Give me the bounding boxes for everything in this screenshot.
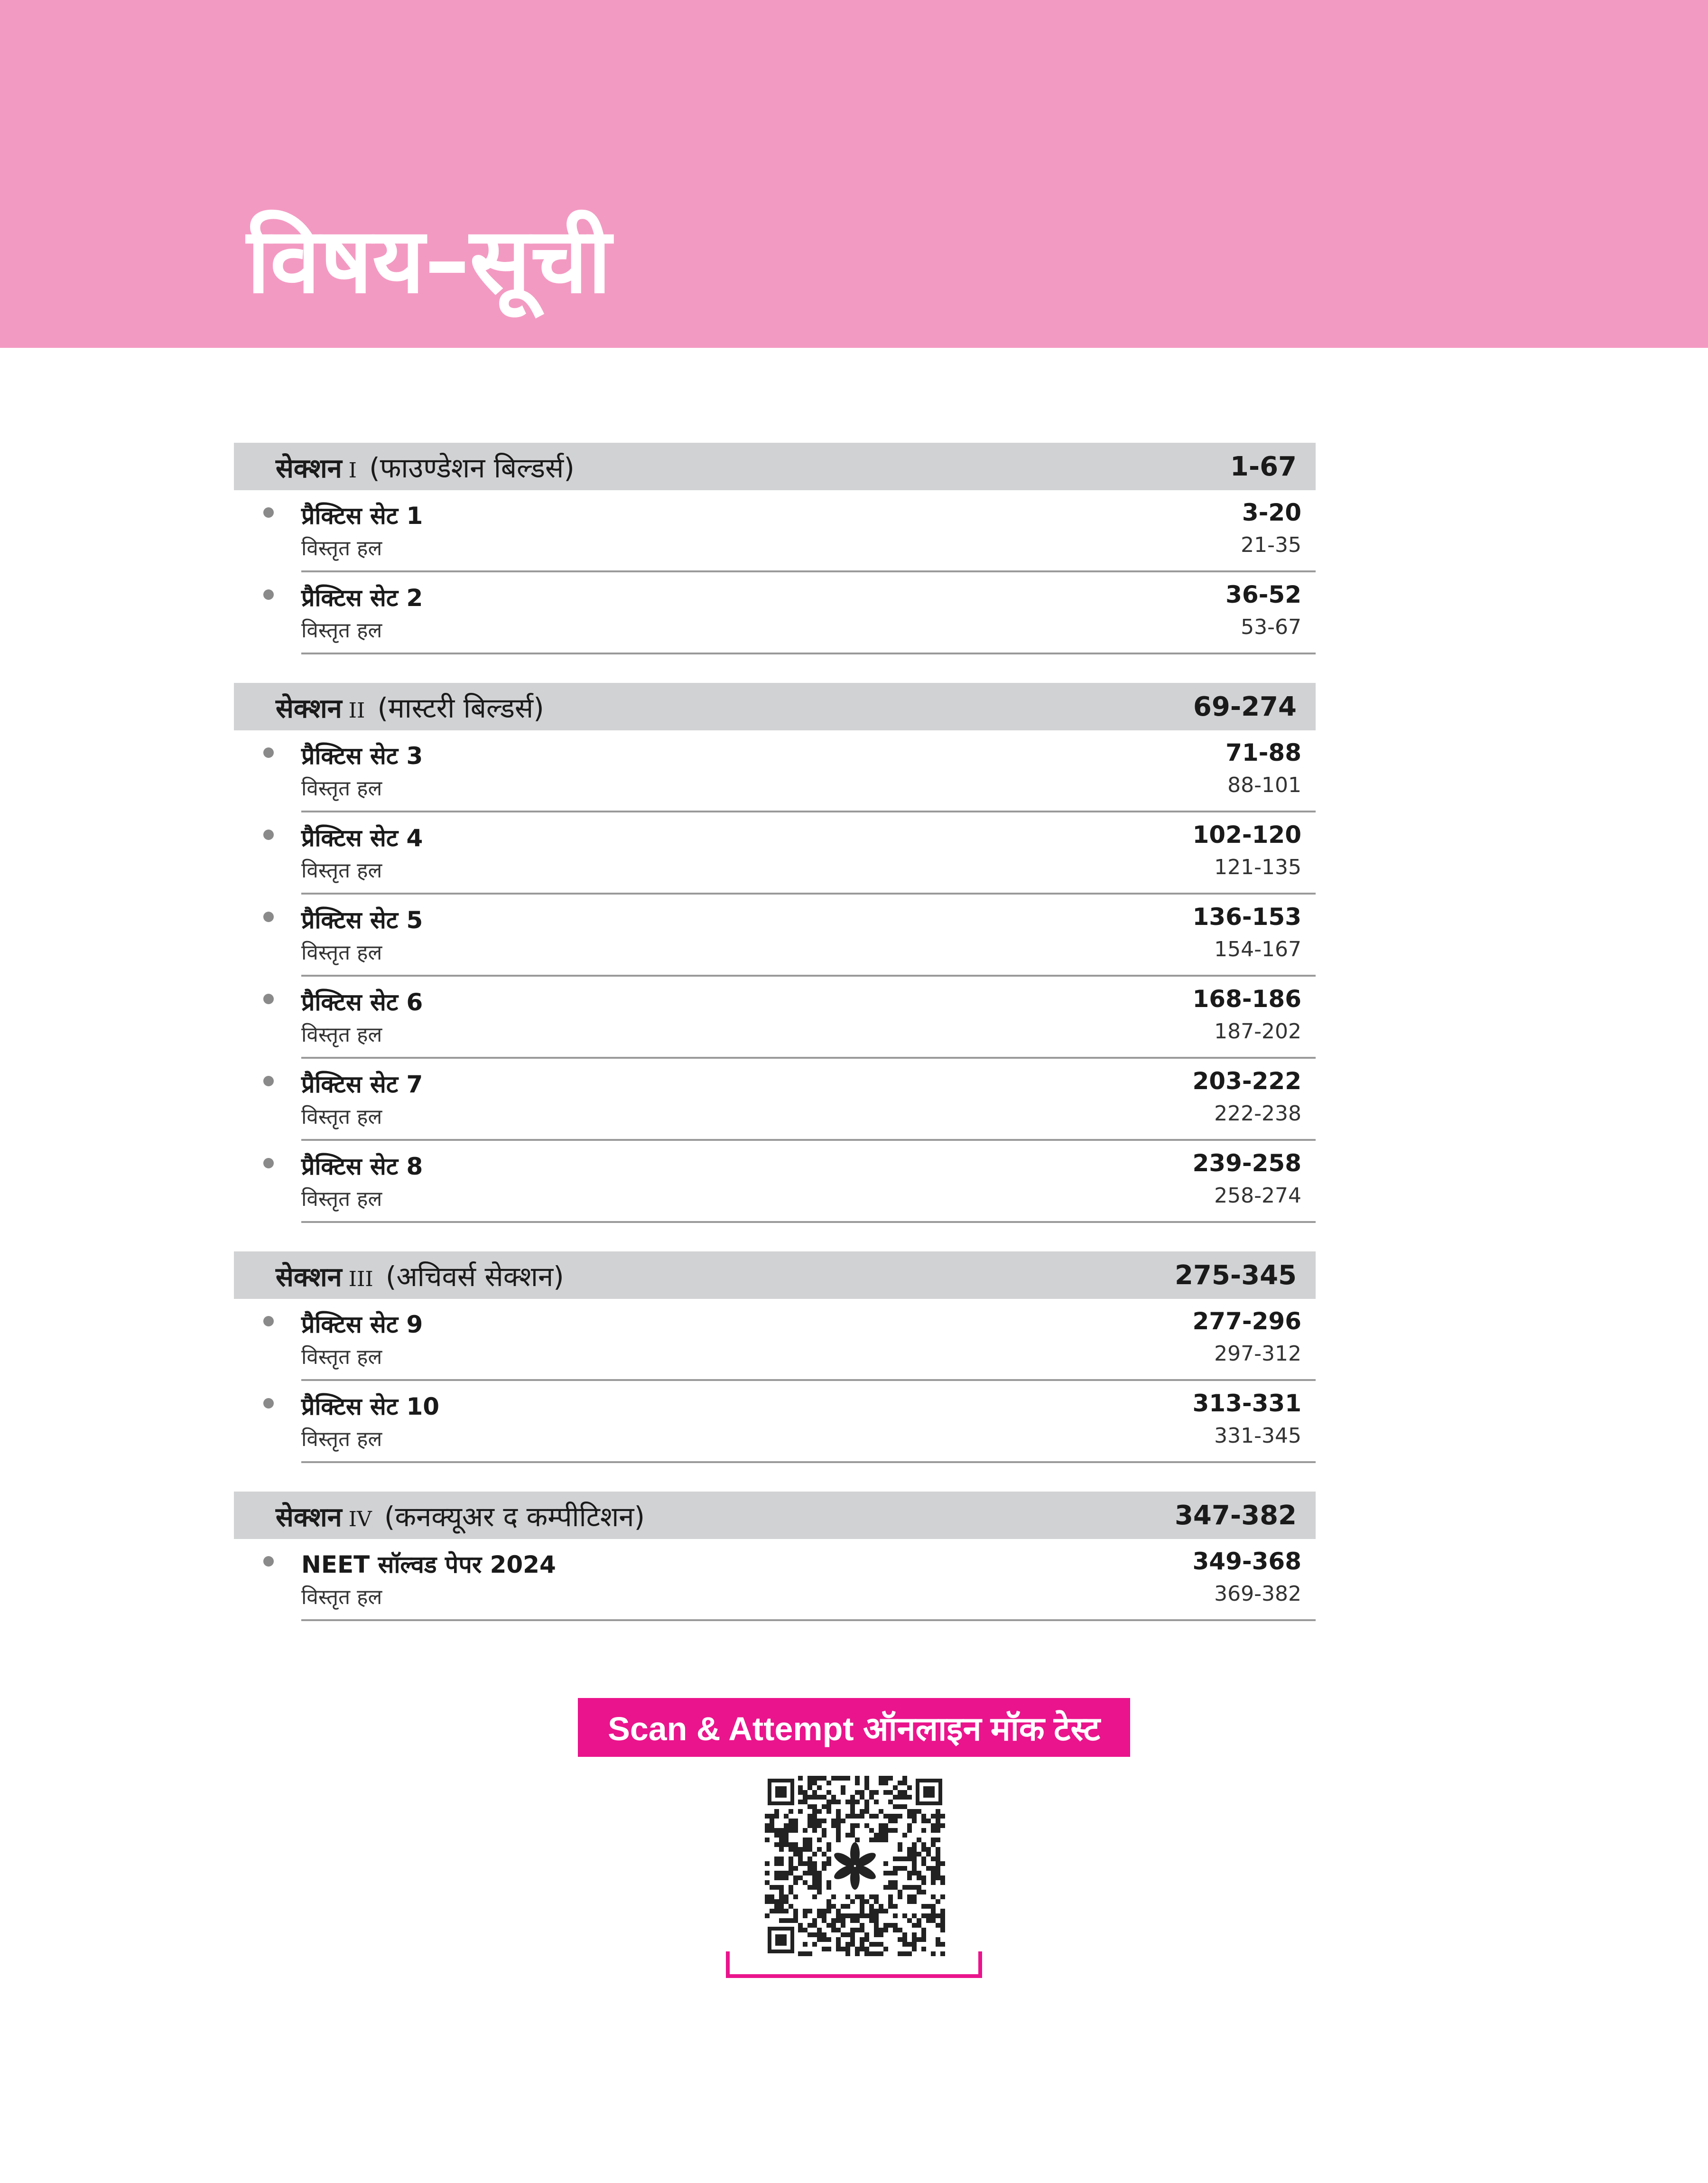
entry-label: NEET सॉल्वड पेपर 2024 [301, 1551, 556, 1578]
entry-label: प्रैक्टिस सेट 10 [301, 1393, 440, 1420]
solution-pages: 21-35 [1241, 533, 1301, 557]
solution-pages: 154-167 [1214, 937, 1301, 961]
entry-label: प्रैक्टिस सेट 4 [301, 824, 423, 852]
entry-pages: 71-88 [1225, 739, 1301, 766]
section-header [234, 1251, 1316, 1299]
bullet-icon [263, 1158, 274, 1168]
section-subtitle: (फाउण्डेशन बिल्डर्स) [369, 451, 575, 484]
section-pages: 275-345 [1174, 1259, 1297, 1291]
toc-entry[interactable] [301, 1059, 1316, 1141]
solution-label: विस्तृत हल [301, 1023, 382, 1047]
entry-pages: 239-258 [1192, 1149, 1301, 1177]
entry-label: प्रैक्टिस सेट 3 [301, 742, 423, 770]
solution-pages: 297-312 [1214, 1342, 1301, 1366]
section-word: सेक्शन [276, 1502, 342, 1533]
table-of-contents [234, 443, 1316, 1621]
solution-pages: 258-274 [1214, 1184, 1301, 1208]
section-pages: 69-274 [1193, 691, 1297, 722]
entry-label: प्रैक्टिस सेट 8 [301, 1153, 423, 1180]
solution-label: विस्तृत हल [301, 1345, 382, 1369]
toc-entry[interactable] [301, 1141, 1316, 1223]
qr-finder-top-right [916, 1779, 942, 1805]
section-header [234, 443, 1316, 490]
page-title: विषय–सूची [247, 208, 612, 313]
section-header [234, 683, 1316, 730]
bullet-icon [263, 1556, 274, 1567]
solution-pages: 331-345 [1214, 1424, 1301, 1448]
qr-finder-top-left [768, 1779, 794, 1805]
section-pages: 347-382 [1174, 1500, 1297, 1531]
toc-entry[interactable] [301, 1539, 1316, 1621]
qr-finder-bottom-left [768, 1927, 794, 1953]
section-number: I [348, 458, 357, 483]
qr-code[interactable] [765, 1776, 945, 1956]
toc-entry[interactable] [301, 812, 1316, 895]
section-pages: 1-67 [1230, 451, 1297, 482]
bullet-icon [263, 1076, 274, 1086]
section-word: सेक्शन [276, 1261, 342, 1293]
section-header [234, 1492, 1316, 1539]
solution-label: विस्तृत हल [301, 941, 382, 965]
toc-entry[interactable] [301, 977, 1316, 1059]
section-subtitle: (कनक्यूअर द कम्पीटिशन) [384, 1500, 645, 1533]
entry-label: प्रैक्टिस सेट 6 [301, 989, 423, 1016]
section-word: सेक्शन [276, 693, 342, 724]
solution-label: विस्तृत हल [301, 1427, 382, 1451]
toc-entry[interactable] [301, 895, 1316, 977]
solution-pages: 187-202 [1214, 1019, 1301, 1044]
bullet-icon [263, 994, 274, 1004]
entry-label: प्रैक्टिस सेट 5 [301, 906, 423, 934]
entry-pages: 203-222 [1192, 1067, 1301, 1095]
solution-pages: 88-101 [1227, 773, 1301, 797]
entry-pages: 313-331 [1192, 1390, 1301, 1417]
qr-center-logo [831, 1842, 879, 1890]
solution-label: विस्तृत हल [301, 1105, 382, 1129]
entry-pages: 102-120 [1192, 821, 1301, 849]
solution-label: विस्तृत हल [301, 1585, 382, 1609]
section-number: II [348, 698, 365, 723]
entry-pages: 136-153 [1192, 903, 1301, 931]
solution-label: विस्तृत हल [301, 618, 382, 643]
toc-entry[interactable] [301, 490, 1316, 572]
solution-pages: 121-135 [1214, 855, 1301, 879]
section-number: III [348, 1267, 373, 1291]
bullet-icon [263, 507, 274, 518]
scan-banner[interactable]: Scan & Attempt ऑनलाइन मॉक टेस्ट [578, 1698, 1130, 1757]
solution-label: विस्तृत हल [301, 1187, 382, 1211]
section-subtitle: (अचिवर्स सेक्शन) [385, 1260, 564, 1293]
bullet-icon [263, 830, 274, 840]
bullet-icon [263, 1398, 274, 1409]
entry-label: प्रैक्टिस सेट 2 [301, 584, 423, 612]
bullet-icon [263, 912, 274, 922]
toc-entry[interactable] [301, 1299, 1316, 1381]
qr-bracket [726, 1951, 982, 1978]
entry-label: प्रैक्टिस सेट 1 [301, 502, 423, 530]
section-word: सेक्शन [276, 453, 342, 484]
bullet-icon [263, 589, 274, 600]
solution-label: विस्तृत हल [301, 536, 382, 560]
section-number: IV [348, 1507, 372, 1531]
bullet-icon [263, 747, 274, 758]
solution-pages: 53-67 [1241, 615, 1301, 639]
entry-label: प्रैक्टिस सेट 9 [301, 1311, 423, 1338]
solution-pages: 222-238 [1214, 1101, 1301, 1126]
entry-pages: 3-20 [1242, 499, 1301, 526]
entry-pages: 349-368 [1192, 1548, 1301, 1575]
entry-pages: 36-52 [1225, 581, 1301, 608]
toc-entry[interactable] [301, 572, 1316, 654]
solution-label: विस्तृत हल [301, 776, 382, 801]
solution-label: विस्तृत हल [301, 858, 382, 883]
toc-entry[interactable] [301, 730, 1316, 812]
solution-pages: 369-382 [1214, 1582, 1301, 1606]
bullet-icon [263, 1316, 274, 1326]
section-subtitle: (मास्टरी बिल्डर्स) [377, 691, 544, 724]
toc-entry[interactable] [301, 1381, 1316, 1463]
entry-pages: 168-186 [1192, 985, 1301, 1013]
entry-label: प्रैक्टिस सेट 7 [301, 1071, 423, 1098]
entry-pages: 277-296 [1192, 1307, 1301, 1335]
